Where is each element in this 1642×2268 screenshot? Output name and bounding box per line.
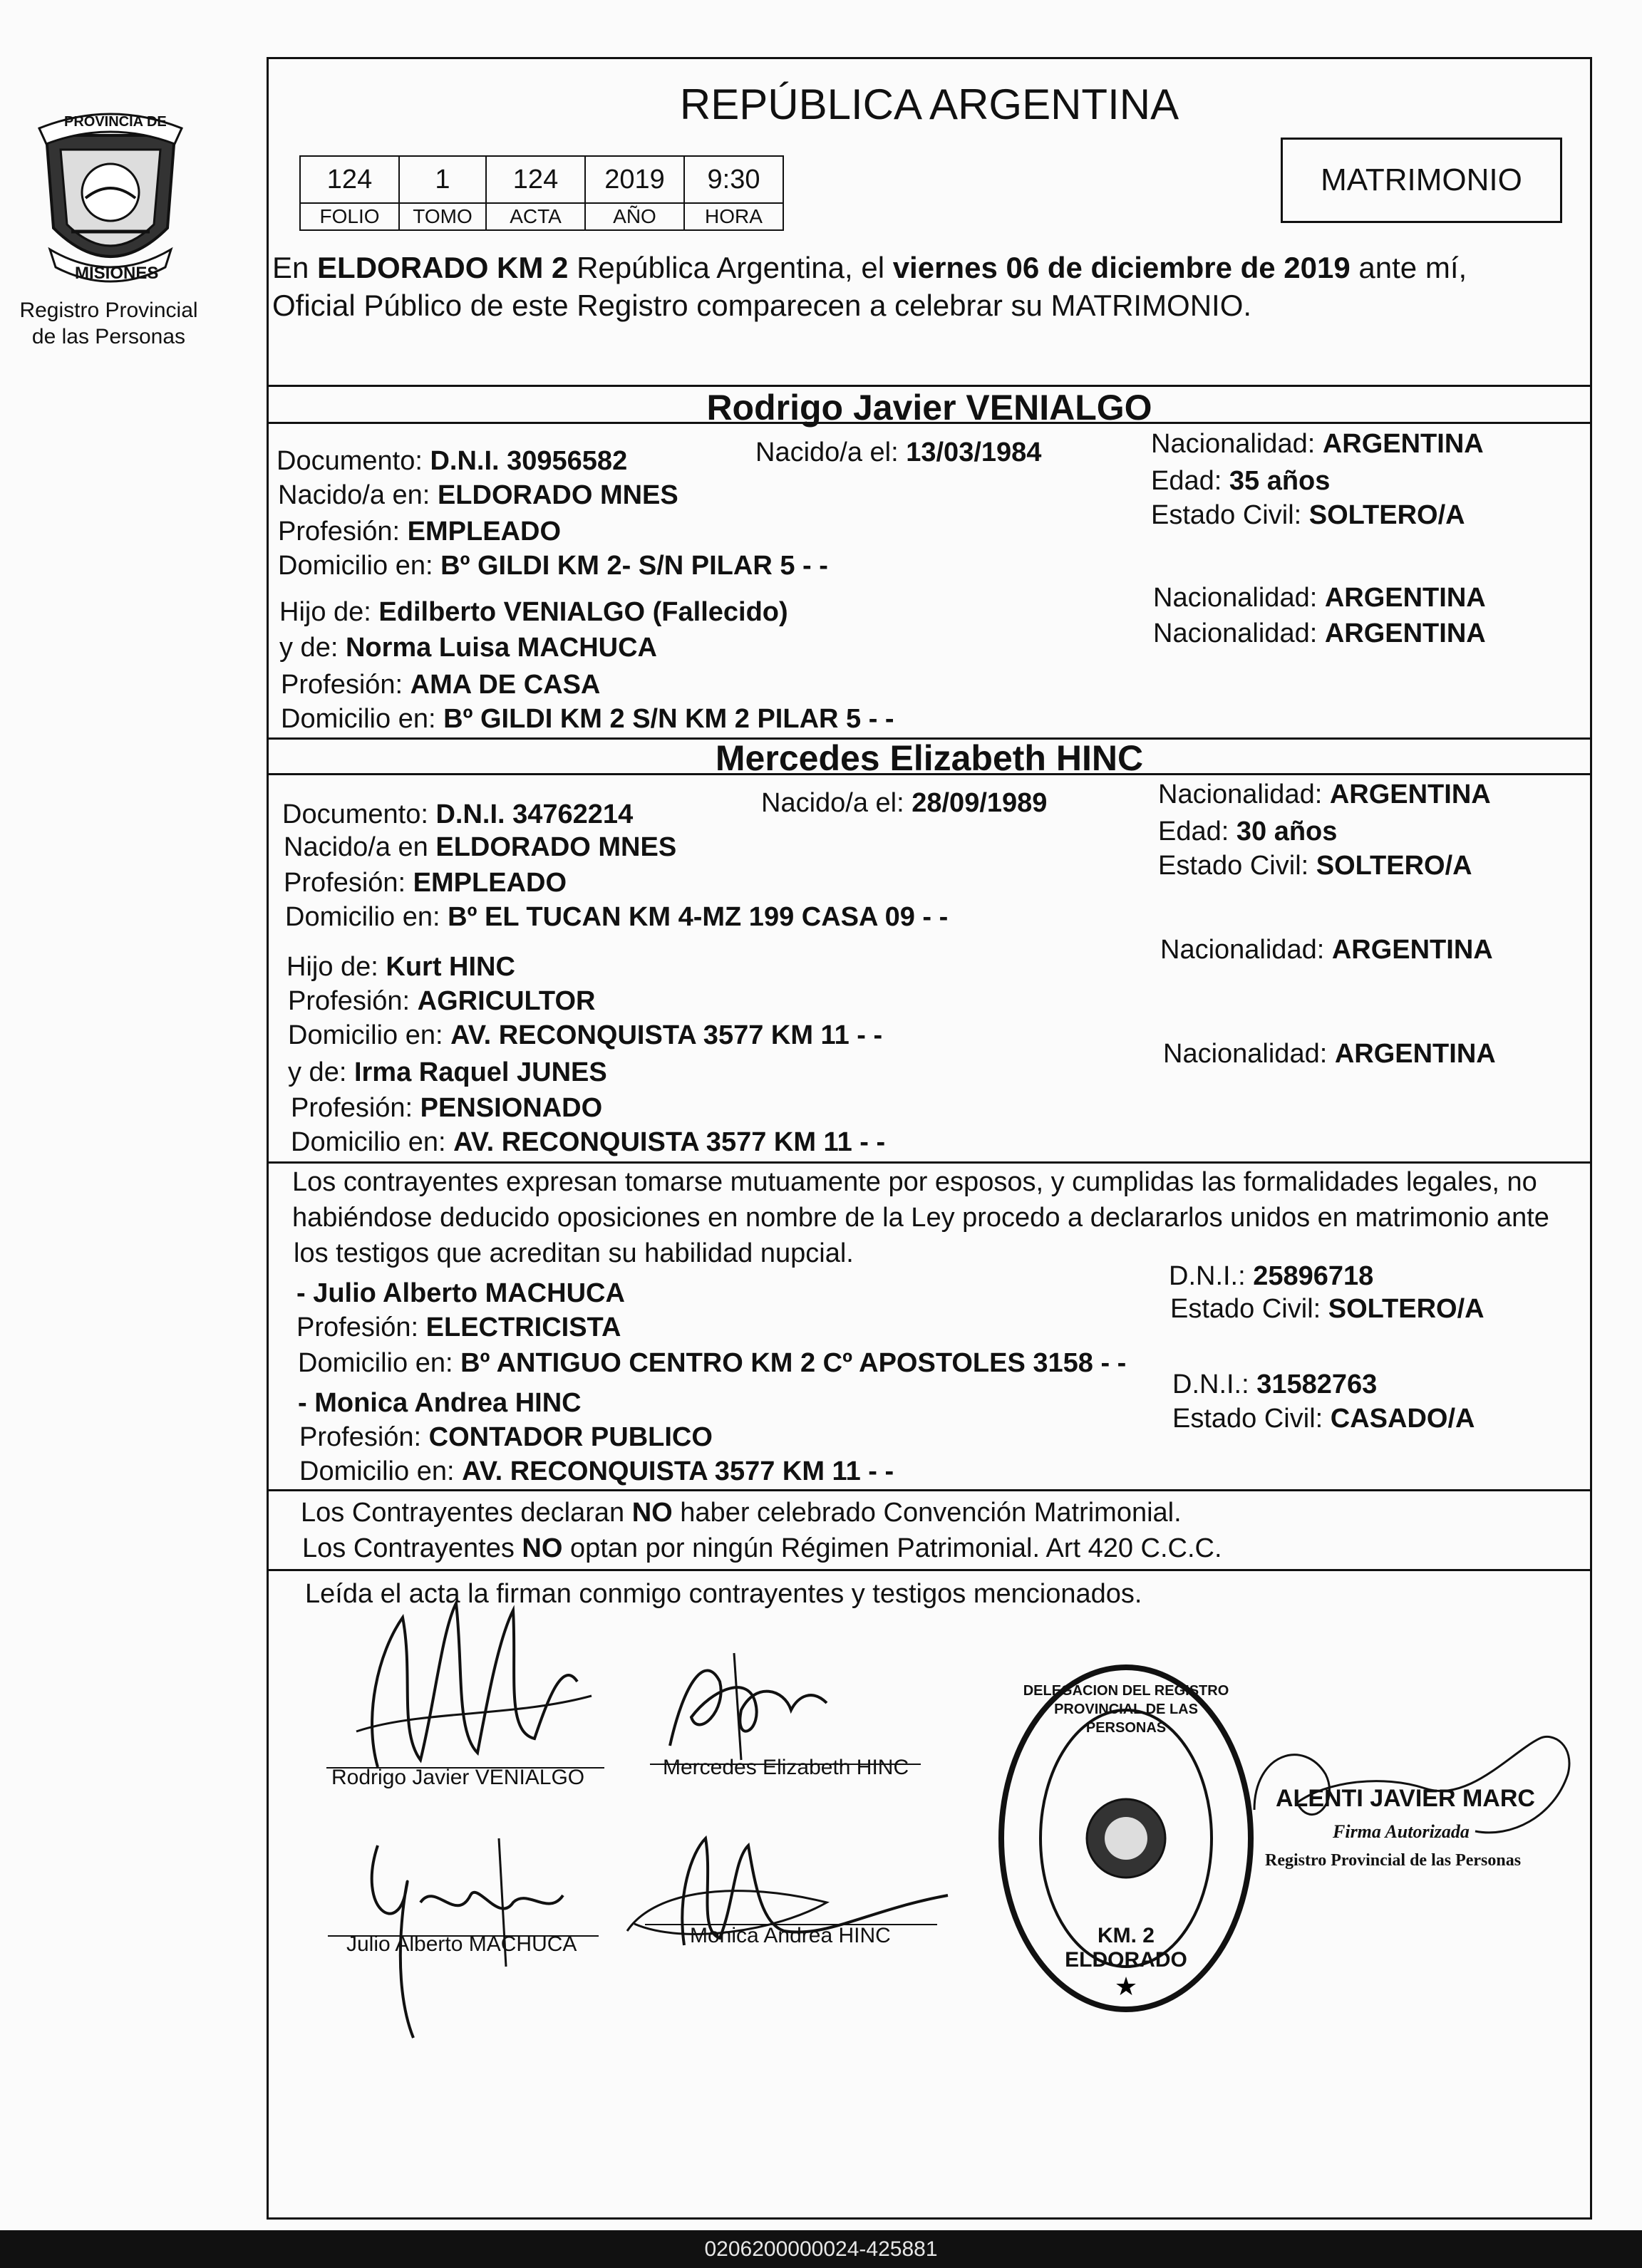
value: AV. RECONQUISTA 3577 KM 11 - - (462, 1456, 894, 1486)
spouse2-estado-civil (1158, 852, 1472, 879)
label: D.N.I.: (1172, 1369, 1249, 1399)
value: Bº EL TUCAN KM 4-MZ 199 CASA 09 - - (448, 902, 949, 932)
spouse1-name: Rodrigo Javier VENIALGO (706, 388, 1152, 428)
value: Norma Luisa MACHUCA (345, 633, 657, 663)
witness1-profesion (296, 1314, 621, 1341)
label: Profesión: (299, 1422, 422, 1452)
signature-name-1: Rodrigo Javier VENIALGO (331, 1766, 585, 1789)
spouse2-padre-nacionalidad (1160, 936, 1493, 963)
value: CASADO/A (1330, 1404, 1475, 1434)
official-name: ALENTI JAVIER MARC (1276, 1785, 1535, 1812)
value: ARGENTINA (1324, 583, 1486, 613)
intro-text-2: República Argentina, el (568, 251, 893, 284)
anio-value: 2019 (585, 156, 684, 203)
value: D.N.I. 34762214 (435, 799, 634, 829)
value: Bº GILDI KM 2 S/N KM 2 PILAR 5 - - (443, 704, 894, 734)
witness2-dni (1172, 1371, 1377, 1398)
label: Nacido/a el: (761, 788, 904, 818)
spouse2-madre (288, 1059, 607, 1086)
label: Nacionalidad: (1160, 935, 1325, 965)
value: ARGENTINA (1324, 618, 1486, 648)
value: Edilberto VENIALGO (Fallecido) (378, 597, 788, 627)
label: Nacido/a en (284, 832, 428, 862)
witness2-profesion (299, 1424, 713, 1451)
spouse2-padre (286, 953, 515, 980)
value: D.N.I. 30956582 (430, 446, 628, 476)
label: Domicilio en: (298, 1348, 453, 1378)
label: Nacionalidad: (1153, 618, 1318, 648)
label: D.N.I.: (1169, 1261, 1246, 1291)
official-role: Firma Autorizada (1333, 1821, 1470, 1842)
value: Irma Raquel JUNES (353, 1057, 607, 1087)
spouse2-name: Mercedes Elizabeth HINC (715, 738, 1144, 778)
label: Domicilio en: (299, 1456, 455, 1486)
value: 30 años (1236, 817, 1338, 846)
label: Documento: (282, 799, 428, 829)
label: Edad: (1158, 817, 1229, 846)
spouse2-nacido-en (284, 834, 676, 861)
value: AMA DE CASA (410, 670, 601, 700)
spouse1-padre (279, 599, 788, 626)
signature-name-4: Monica Andrea HINC (690, 1924, 891, 1947)
divider (267, 773, 1592, 775)
spouse2-madre-nacionalidad (1163, 1040, 1496, 1067)
signature-rodrigo (335, 1589, 606, 1774)
anio-label: AÑO (585, 203, 684, 230)
label: Nacido/a el: (755, 437, 899, 467)
label: Domicilio en: (281, 704, 436, 734)
intro-place: ELDORADO KM 2 (317, 251, 569, 284)
text: Los Contrayentes declaran (301, 1498, 632, 1528)
label: Edad: (1151, 466, 1222, 496)
value: Bº ANTIGUO CENTRO KM 2 Cº APOSTOLES 3158 - - (460, 1348, 1127, 1378)
label: Nacionalidad: (1158, 780, 1323, 809)
label: Profesión: (288, 986, 410, 1016)
logo-caption-line1: Registro Provincial (19, 299, 198, 322)
value: ARGENTINA (1331, 935, 1493, 965)
label: Hijo de: (286, 952, 378, 982)
official-org: Registro Provincial de las Personas (1265, 1851, 1522, 1870)
declaration-line3: los testigos que acreditan su habilidad nupcial. (294, 1238, 854, 1268)
spouse1-edad (1151, 467, 1330, 494)
label: Profesión: (291, 1093, 413, 1123)
label: Domicilio en: (285, 902, 440, 932)
label: Nacionalidad: (1153, 583, 1318, 613)
document-type-box: MATRIMONIO (1281, 138, 1562, 223)
label: Profesión: (278, 517, 401, 547)
spouse1-madre-domicilio (281, 705, 894, 732)
seal-text-bottom: MISIONES (75, 264, 159, 283)
declaration-line1: Los contrayentes expresan tomarse mutuamente por esposos, y cumplidas las formalidades legales, no (292, 1167, 1537, 1197)
witness1-estado-civil (1170, 1295, 1484, 1322)
label: Domicilio en: (288, 1020, 443, 1050)
label: Domicilio en: (278, 551, 433, 581)
folio-label: FOLIO (300, 203, 399, 230)
value: AV. RECONQUISTA 3577 KM 11 - - (450, 1020, 883, 1050)
spouse2-documento (282, 801, 633, 828)
witness2-domicilio (299, 1458, 894, 1485)
acta-label: ACTA (486, 203, 585, 230)
spouse2-profesion (284, 869, 567, 896)
spouse1-nacionalidad (1151, 430, 1484, 457)
logo-caption-line2: de las Personas (31, 325, 186, 348)
tomo-value: 1 (399, 156, 486, 203)
value: ARGENTINA (1334, 1039, 1496, 1069)
svg-text:★: ★ (1114, 1972, 1138, 2002)
spouse2-padre-domicilio (288, 1022, 882, 1049)
value: 28/09/1989 (912, 788, 1048, 818)
convention-line2 (302, 1535, 1222, 1562)
spouse1-madre-profesion (281, 671, 600, 698)
label: Estado Civil: (1172, 1404, 1323, 1434)
acta-value: 124 (486, 156, 585, 203)
spouse2-edad (1158, 818, 1337, 845)
text: haber celebrado Convención Matrimonial. (672, 1498, 1182, 1528)
spouse1-madre-nacionalidad (1153, 620, 1486, 647)
signature-name-3: Julio Alberto MACHUCA (346, 1932, 577, 1956)
spouse1-padre-nacionalidad (1153, 584, 1486, 611)
value: ELDORADO MNES (435, 832, 677, 862)
seal-text-top: PROVINCIA DE (64, 114, 167, 130)
label: Hijo de: (279, 597, 371, 627)
page-title: REPÚBLICA ARGENTINA (679, 81, 1179, 128)
value: ELDORADO MNES (437, 480, 678, 510)
text: Los Contrayentes (302, 1533, 522, 1563)
spouse1-estado-civil (1151, 502, 1465, 529)
tomo-label: TOMO (399, 203, 486, 230)
value: ELECTRICISTA (425, 1312, 621, 1342)
footer-barcode-number: 0206200000024-425881 (0, 2230, 1642, 2268)
spouse2-nacionalidad (1158, 781, 1491, 808)
label: Nacionalidad: (1163, 1039, 1328, 1069)
value: ARGENTINA (1322, 429, 1484, 459)
value: 31582763 (1256, 1369, 1378, 1399)
witness2-estado-civil (1172, 1405, 1475, 1432)
value: Kurt HINC (386, 952, 515, 982)
spouse1-nacido-en (278, 482, 678, 509)
label: Estado Civil: (1170, 1294, 1321, 1324)
spouse2-padre-profesion (288, 988, 595, 1015)
emphasis: NO (522, 1533, 563, 1563)
intro-line2: Oficial Público de este Registro comparecen a celebrar su MATRIMONIO. (272, 289, 1252, 322)
convention-line1 (301, 1499, 1182, 1526)
spouse1-nacido-el (755, 439, 1041, 466)
spouse1-documento (277, 447, 627, 475)
stamp-center-text: KM. 2 ELDORADO (1065, 1924, 1187, 1972)
witness1-dni (1169, 1263, 1373, 1290)
label: y de: (288, 1057, 347, 1087)
label: Profesión: (284, 868, 406, 898)
spouse2-domicilio (285, 903, 948, 931)
divider (267, 1569, 1592, 1571)
spouse1-domicilio (278, 552, 828, 579)
witness2-name: - Monica Andrea HINC (298, 1388, 582, 1418)
declaration-line2: habiéndose deducido oposiciones en nombre de la Ley procedo a declararlos unidos en matrimonio ante (292, 1203, 1549, 1233)
label: Estado Civil: (1151, 500, 1302, 530)
stamp-ring-text: DELEGACION DEL REGISTRO PROVINCIAL DE LAS PERSONAS (1023, 1683, 1229, 1736)
closing-statement: Leída el acta la firman conmigo contrayentes y testigos mencionados. (305, 1579, 1142, 1609)
label: Documento: (277, 446, 423, 476)
intro-date: viernes 06 de diciembre de 2019 (892, 251, 1351, 284)
divider (267, 1161, 1592, 1164)
spouse1-profesion (278, 518, 561, 545)
label: Nacido/a en: (278, 480, 430, 510)
value: 13/03/1984 (906, 437, 1042, 467)
witness1-name: - Julio Alberto MACHUCA (296, 1278, 625, 1308)
value: AGRICULTOR (417, 986, 596, 1016)
value: PENSIONADO (420, 1093, 603, 1123)
hora-value: 9:30 (684, 156, 783, 203)
intro-text-3: ante mí, (1350, 251, 1467, 284)
signature-mercedes (649, 1639, 848, 1767)
value: CONTADOR PUBLICO (428, 1422, 713, 1452)
spouse1-madre (279, 634, 657, 661)
label: Profesión: (281, 670, 403, 700)
value: 25896718 (1253, 1261, 1374, 1291)
label: Domicilio en: (291, 1127, 446, 1157)
label: Estado Civil: (1158, 851, 1309, 881)
value: ARGENTINA (1329, 780, 1491, 809)
spouse2-madre-profesion (291, 1094, 602, 1122)
value: AV. RECONQUISTA 3577 KM 11 - - (453, 1127, 886, 1157)
value: SOLTERO/A (1328, 1294, 1484, 1324)
value: SOLTERO/A (1316, 851, 1472, 881)
label: Profesión: (296, 1312, 419, 1342)
value: EMPLEADO (407, 517, 562, 547)
hora-label: HORA (684, 203, 783, 230)
label: y de: (279, 633, 339, 663)
value: EMPLEADO (413, 868, 567, 898)
witness1-domicilio (298, 1350, 1126, 1377)
spouse2-madre-domicilio (291, 1129, 885, 1156)
divider (267, 1489, 1592, 1491)
folio-value: 124 (300, 156, 399, 203)
emphasis: NO (631, 1498, 673, 1528)
spouse2-nacido-el (761, 789, 1047, 817)
divider (267, 422, 1592, 424)
value: SOLTERO/A (1308, 500, 1465, 530)
text: optan por ningún Régimen Patrimonial. Art 420 C.C.C. (562, 1533, 1222, 1563)
value: 35 años (1229, 466, 1331, 496)
intro-line1 (272, 253, 1467, 283)
registry-table (299, 155, 784, 231)
label: Nacionalidad: (1151, 429, 1316, 459)
value: Bº GILDI KM 2- S/N PILAR 5 - - (440, 551, 828, 581)
intro-text-1: En (272, 251, 318, 284)
signature-name-2: Mercedes Elizabeth HINC (663, 1756, 909, 1779)
